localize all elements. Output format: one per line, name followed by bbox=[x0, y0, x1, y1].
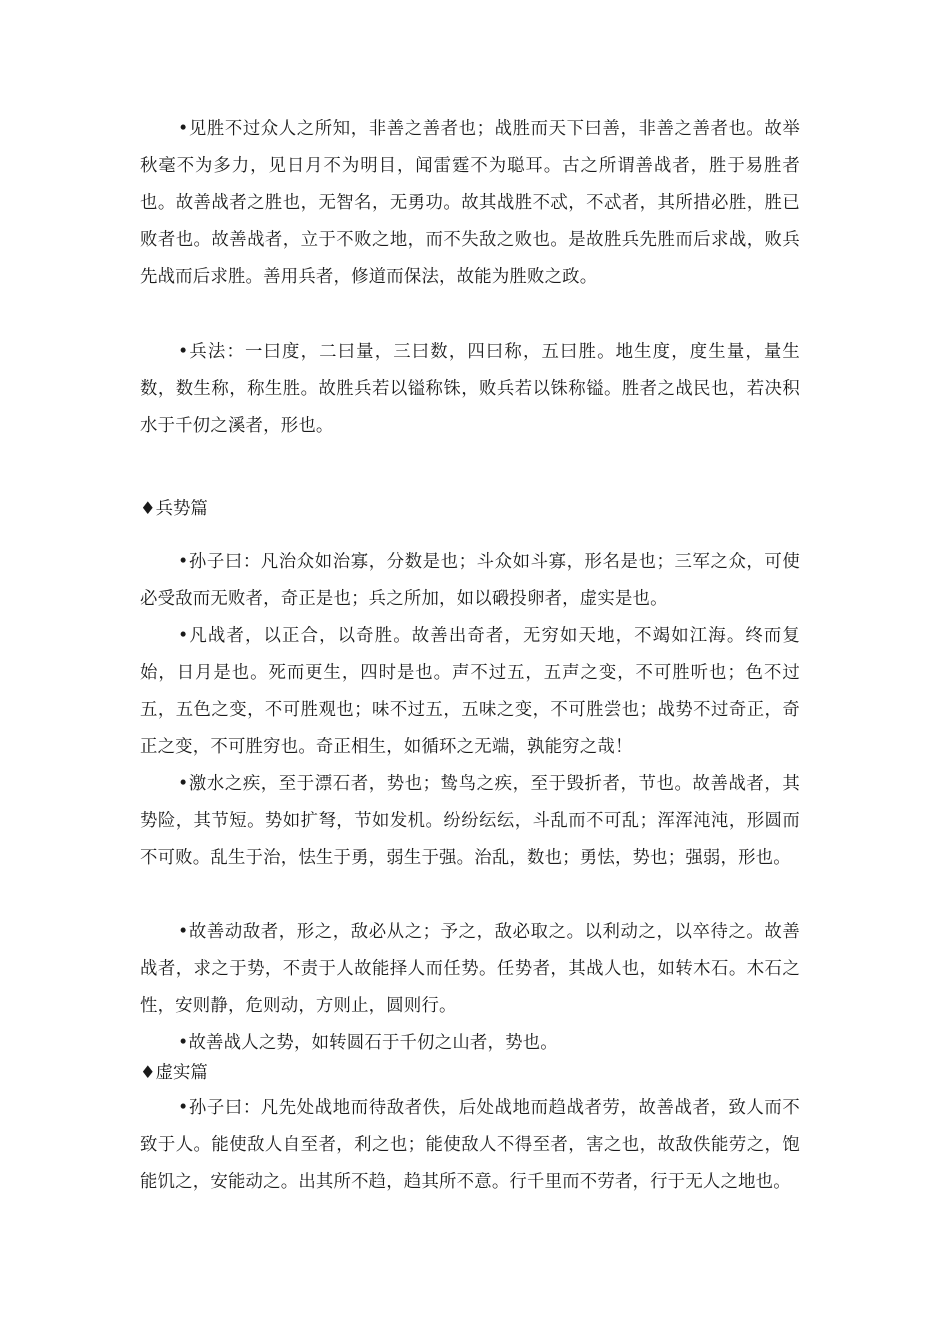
paragraph-torrent: •激水之疾，至于漂石者，势也；鸷鸟之疾，至于毁折者，节也。故善战者，其势险，其节短。势如扩弩，节如发机。纷纷纭纭，斗乱而不可乱；浑浑沌沌，形圆而不可败。乱生于治，怯生于勇，弱生于强。治乱，数也；勇怯，势也；强弱，形也。 bbox=[140, 774, 800, 868]
paragraph-moving-enemy: •故善动敌者，形之，敌必从之；予之，敌必取之。以利动之，以卒待之。故善战者，求之于势，不责于人故能择人而任势。任势者，其战人也，如转木石。木石之性，安则静，危则动，方则止，圆则行。 bbox=[140, 922, 800, 1016]
paragraph-zheng-qi: •凡战者，以正合，以奇胜。故善出奇者，无穷如天地，不竭如江海。终而复始，日月是也。死而更生，四时是也。声不过五，五声之变，不可胜听也；色不过五，五色之变，不可胜观也；味不过五，五味之变，不可胜尝也；战势不过奇正，奇正之变，不可胜穷也。奇正相生，如循环之无端，孰能穷之哉！ bbox=[140, 626, 800, 757]
paragraph-sunzi-battlefield: •孙子曰：凡先处战地而待敌者佚，后处战地而趋战者劳，故善战者，致人而不致于人。能使敌人自至者，利之也；能使敌人不得至者，害之也，故敌佚能劳之，饱能饥之，安能动之。出其所不趋，趋其所不意。行千里而不劳者，行于无人之地也。 bbox=[140, 1098, 800, 1192]
paragraph-round-stone: •故善战人之势，如转圆石于千仞之山者，势也。 bbox=[178, 1033, 558, 1053]
section-heading-bingshi: ♦兵势篇 bbox=[140, 499, 208, 519]
paragraph-art-of-war-measures: •兵法：一曰度，二曰量，三曰数，四曰称，五曰胜。地生度，度生量，量生数，数生称，称生胜。故胜兵若以镒称铢，败兵若以铢称镒。胜者之战民也，若决积水于千仞之溪者，形也。 bbox=[140, 342, 800, 436]
paragraph-sunzi-governing: •孙子曰：凡治众如治寡，分数是也；斗众如斗寡，形名是也；三军之众，可使必受敌而无败者，奇正是也；兵之所加，如以碫投卵者，虚实是也。 bbox=[140, 552, 800, 609]
paragraph-victory: •见胜不过众人之所知，非善之善者也；战胜而天下曰善，非善之善者也。故举秋毫不为多力，见日月不为明目，闻雷霆不为聪耳。古之所谓善战者，胜于易胜者也。故善战者之胜也，无智名，无勇功。故其战胜不忒，不忒者，其所措必胜，胜已败者也。故善战者，立于不败之地，而不失敌之败也。是故胜兵先胜而后求战，败兵先战而后求胜。善用兵者，修道而保法，故能为胜败之政。 bbox=[140, 119, 800, 287]
section-heading-xushi: ♦虚实篇 bbox=[140, 1063, 208, 1083]
